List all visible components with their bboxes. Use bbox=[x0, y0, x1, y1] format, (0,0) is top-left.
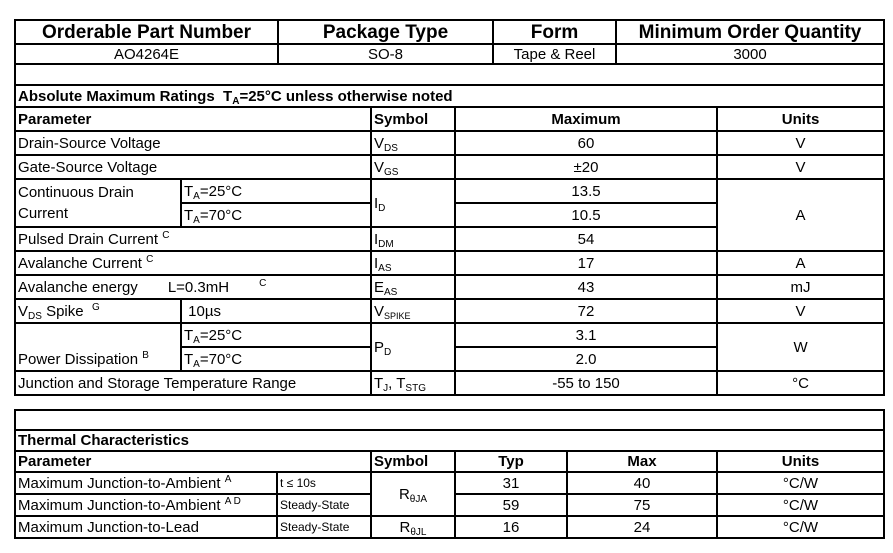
ordering-value-row bbox=[15, 44, 884, 64]
units-header: Units bbox=[717, 451, 884, 472]
table-row-id-25c: Continuous Drain Current $T_A=25^\circ C$ $I_D$ 13.5 A bbox=[15, 179, 884, 203]
orderable-part-number-header: Orderable Part Number bbox=[15, 20, 278, 44]
table-row-tj: Junction and Storage Temperature Range $T_J$, $T_{STG}$ -55 to 150 °C bbox=[15, 371, 884, 395]
spacer-row bbox=[15, 64, 884, 85]
typ-header: Typ bbox=[455, 451, 567, 472]
table-row-rthja-10s: Maximum Junction-to-Ambient $^A$ t ≤ 10s $R_{\theta JA}$ 31 40 °C/W bbox=[15, 472, 884, 494]
absolute-max-ratings-table bbox=[14, 63, 885, 396]
max-header: Max bbox=[567, 451, 717, 472]
table-row-rthjl: Maximum Junction-to-Lead Steady-State $R_{\theta JL}$ 16 24 °C/W bbox=[15, 516, 884, 538]
ordering-info-table bbox=[14, 19, 885, 65]
min-order-qty-value: 3000 bbox=[616, 44, 884, 64]
table-row-idm: Pulsed Drain Current $^C$ $I_{DM}$ 54 bbox=[15, 227, 884, 251]
package-type-value: SO-8 bbox=[278, 44, 493, 64]
table-row-id-70c: $T_A=70^\circ C$ 10.5 bbox=[15, 203, 884, 227]
parameter-header: Parameter bbox=[15, 451, 371, 472]
thermal-characteristics-table bbox=[14, 409, 885, 539]
section-title: Absolute Maximum Ratings bbox=[18, 87, 215, 105]
parameter-header: Parameter bbox=[15, 107, 371, 131]
table-row-rthja-steady: Maximum Junction-to-Ambient $^{A D}$ Steady-State 59 75 °C/W bbox=[15, 494, 884, 516]
table-row-vds: Drain-Source Voltage $V_{DS}$ 60 V bbox=[15, 131, 884, 155]
absolute-max-section-title: Absolute Maximum Ratings $T_A=25^\circ C$ unless otherwise noted bbox=[15, 85, 884, 107]
table-row-ias: Avalanche Current $^C$ $I_{AS}$ 17 A bbox=[15, 251, 884, 275]
symbol-header: Symbol bbox=[371, 107, 455, 131]
table-row-eas: Avalanche energy L=0.3mH $^C$ $E_{AS}$ 43 mJ bbox=[15, 275, 884, 299]
part-number-value: AO4264E bbox=[15, 44, 278, 64]
maximum-header: Maximum bbox=[455, 107, 717, 131]
table-row-vgs: Gate-Source Voltage $V_{GS}$ ±20 V bbox=[15, 155, 884, 179]
ordering-header-row bbox=[15, 20, 884, 44]
table-row-pd-70c: $T_A=70^\circ C$ 2.0 bbox=[15, 347, 884, 371]
spacer-row bbox=[15, 410, 884, 430]
min-order-qty-header: Minimum Order Quantity bbox=[616, 20, 884, 44]
symbol-header: Symbol bbox=[371, 451, 455, 472]
form-value: Tape & Reel bbox=[493, 44, 616, 64]
column-header-row bbox=[15, 107, 884, 131]
table-row-pd-25c: Power Dissipation $^B$ $T_A=25^\circ C$ $P_D$ 3.1 W bbox=[15, 323, 884, 347]
thermal-section-title bbox=[15, 430, 884, 451]
units-header: Units bbox=[717, 107, 884, 131]
package-type-header: Package Type bbox=[278, 20, 493, 44]
form-header: Form bbox=[493, 20, 616, 44]
table-row-vspike: $V_{DS}$ Spike $^G$ 10µs $V_{SPIKE}$ 72 V bbox=[15, 299, 884, 323]
section-title: Thermal Characteristics bbox=[15, 430, 884, 451]
thermal-column-header-row bbox=[15, 451, 884, 472]
